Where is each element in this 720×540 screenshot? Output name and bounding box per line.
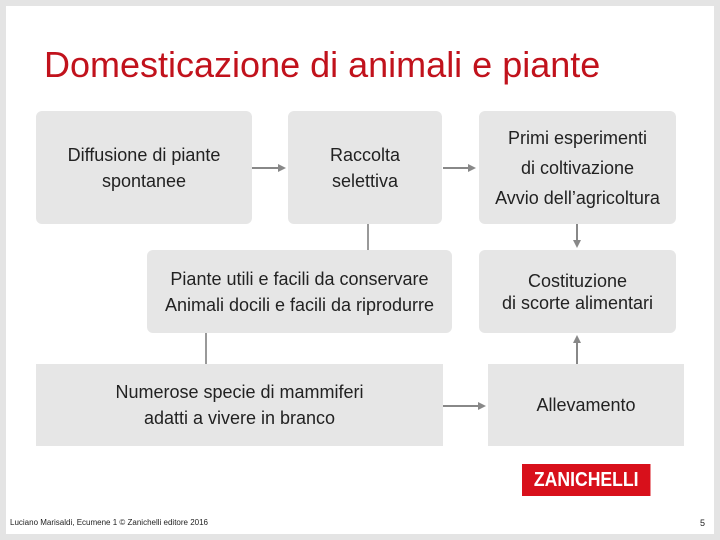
- box-raccolta-text: Raccolta selettiva: [329, 144, 401, 191]
- box-primi-esperimenti-text: Primi esperimenti di coltivazione Avvio dell’agricoltura: [495, 127, 660, 208]
- box-raccolta: [288, 111, 442, 224]
- box-primi-esperimenti: [479, 111, 676, 224]
- page-number: 5: [700, 518, 706, 528]
- box-numerose-specie: [36, 364, 443, 446]
- box-numerose-specie-text: Numerose specie di mammiferi adatti a vivere in branco: [115, 382, 364, 428]
- slide-title: Domesticazione di animali e piante: [44, 44, 601, 85]
- zanichelli-logo: ZANICHELLI: [522, 464, 650, 496]
- box-diffusione-text: Diffusione di piante spontanee: [67, 144, 221, 191]
- box-diffusione: [36, 111, 252, 224]
- box-piante-utili-text: Piante utili e facili da conservare Animali docili e facili da riprodurre: [164, 268, 435, 315]
- box-costituzione: [479, 250, 676, 333]
- footer-credit: Luciano Marisaldi, Ecumene 1 © Zanichelli editore 2016: [10, 518, 209, 527]
- box-allevamento-text: Allevamento: [536, 395, 636, 415]
- box-costituzione-text: Costituzione di scorte alimentari: [501, 270, 654, 313]
- box-piante-utili: [147, 250, 452, 333]
- box-allevamento: [488, 364, 684, 446]
